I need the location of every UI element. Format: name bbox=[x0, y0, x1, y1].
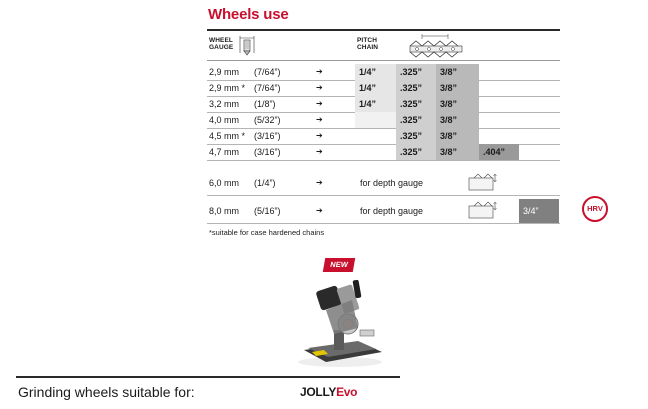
wheel-gauge-inch: (7/64”) bbox=[254, 67, 281, 77]
row-separator bbox=[207, 223, 560, 224]
table-row bbox=[0, 112, 648, 128]
table-row bbox=[0, 199, 648, 223]
brand-name bbox=[300, 385, 357, 399]
wheel-gauge-header bbox=[209, 37, 233, 51]
wheel-gauge-mm: 8,0 mm bbox=[209, 206, 240, 216]
table-row bbox=[0, 128, 648, 144]
pitch-cell: .325” bbox=[396, 64, 436, 80]
wheel-gauge-mm: 4,5 mm * bbox=[209, 131, 246, 141]
pitch-cell: .325” bbox=[396, 144, 436, 160]
footnote: *suitable for case hardened chains bbox=[209, 228, 325, 237]
arrow-right-icon: ➔ bbox=[316, 147, 323, 156]
top-rule bbox=[207, 29, 560, 31]
pitch-chain-header bbox=[357, 37, 378, 51]
footer-label: Grinding wheels suitable for: bbox=[18, 384, 195, 400]
wheel-gauge-mm: 4,7 mm bbox=[209, 147, 240, 157]
pitch-chain-header-line2: CHAIN bbox=[357, 44, 379, 51]
hrv-badge: HRV bbox=[582, 196, 608, 222]
wheel-gauge-inch: (5/16”) bbox=[254, 206, 281, 216]
wheel-gauge-mm: 2,9 mm * bbox=[209, 83, 246, 93]
header-rule bbox=[207, 60, 560, 61]
arrow-right-icon: ➔ bbox=[316, 67, 323, 76]
depth-gauge-icon bbox=[468, 172, 498, 194]
table-row bbox=[0, 80, 648, 96]
table-row bbox=[0, 171, 648, 195]
wheel-gauge-inch: (3/16”) bbox=[254, 147, 281, 157]
chain-pitch-icon bbox=[408, 33, 464, 59]
pitch-cell: 3/4” bbox=[519, 199, 559, 223]
pitch-cell: .404” bbox=[479, 144, 519, 160]
wheel-gauge-inch: (5/32”) bbox=[254, 115, 281, 125]
depth-gauge-label: for depth gauge bbox=[360, 178, 424, 188]
pitch-cell: .325” bbox=[396, 96, 436, 112]
pitch-cell: 1/4” bbox=[355, 64, 396, 80]
row-separator bbox=[207, 160, 560, 161]
pitch-cell: 3/8” bbox=[436, 80, 479, 96]
arrow-right-icon: ➔ bbox=[316, 131, 323, 140]
new-badge: NEW bbox=[323, 258, 355, 272]
pitch-cell: 3/8” bbox=[436, 112, 479, 128]
pitch-chain-header-line1: PITCH bbox=[357, 37, 377, 44]
pitch-cell: .325” bbox=[396, 128, 436, 144]
brand-name-part2: Evo bbox=[336, 385, 358, 399]
pitch-cell: 3/8” bbox=[436, 64, 479, 80]
pitch-cell: 1/4” bbox=[355, 80, 396, 96]
pitch-cell: .325” bbox=[396, 112, 436, 128]
pitch-cell: 1/4” bbox=[355, 96, 396, 112]
wheel-gauge-icon bbox=[238, 33, 256, 57]
wheel-gauge-inch: (7/64”) bbox=[254, 83, 281, 93]
arrow-right-icon: ➔ bbox=[316, 99, 323, 108]
section-title: Wheels use bbox=[208, 6, 289, 23]
wheel-gauge-inch: (1/8”) bbox=[254, 99, 276, 109]
wheel-gauge-header-line2: GAUGE bbox=[209, 44, 234, 51]
depth-gauge-icon bbox=[468, 200, 498, 222]
wheel-gauge-inch: (1/4”) bbox=[254, 178, 276, 188]
depth-gauge-label: for depth gauge bbox=[360, 206, 424, 216]
wheel-gauge-mm: 4,0 mm bbox=[209, 115, 240, 125]
brand-name-part1: JOLLY bbox=[300, 385, 337, 399]
jolly-evo-machine-image bbox=[290, 270, 390, 370]
table-row bbox=[0, 144, 648, 160]
arrow-right-icon: ➔ bbox=[316, 115, 323, 124]
wheel-gauge-mm: 3,2 mm bbox=[209, 99, 240, 109]
pitch-cell: 3/8” bbox=[436, 144, 479, 160]
arrow-right-icon: ➔ bbox=[316, 178, 323, 187]
wheel-gauge-inch: (3/16”) bbox=[254, 131, 281, 141]
table-row bbox=[0, 64, 648, 80]
pitch-cell: 3/8” bbox=[436, 96, 479, 112]
wheel-gauge-header-line1: WHEEL bbox=[209, 37, 233, 44]
table-row bbox=[0, 96, 648, 112]
bottom-rule bbox=[16, 376, 400, 378]
arrow-right-icon: ➔ bbox=[316, 83, 323, 92]
pitch-cell: .325” bbox=[396, 80, 436, 96]
pitch-cell bbox=[355, 112, 396, 128]
row-separator bbox=[207, 195, 560, 196]
wheel-gauge-mm: 2,9 mm bbox=[209, 67, 240, 77]
wheel-gauge-mm: 6,0 mm bbox=[209, 178, 240, 188]
arrow-right-icon: ➔ bbox=[316, 206, 323, 215]
pitch-cell: 3/8” bbox=[436, 128, 479, 144]
